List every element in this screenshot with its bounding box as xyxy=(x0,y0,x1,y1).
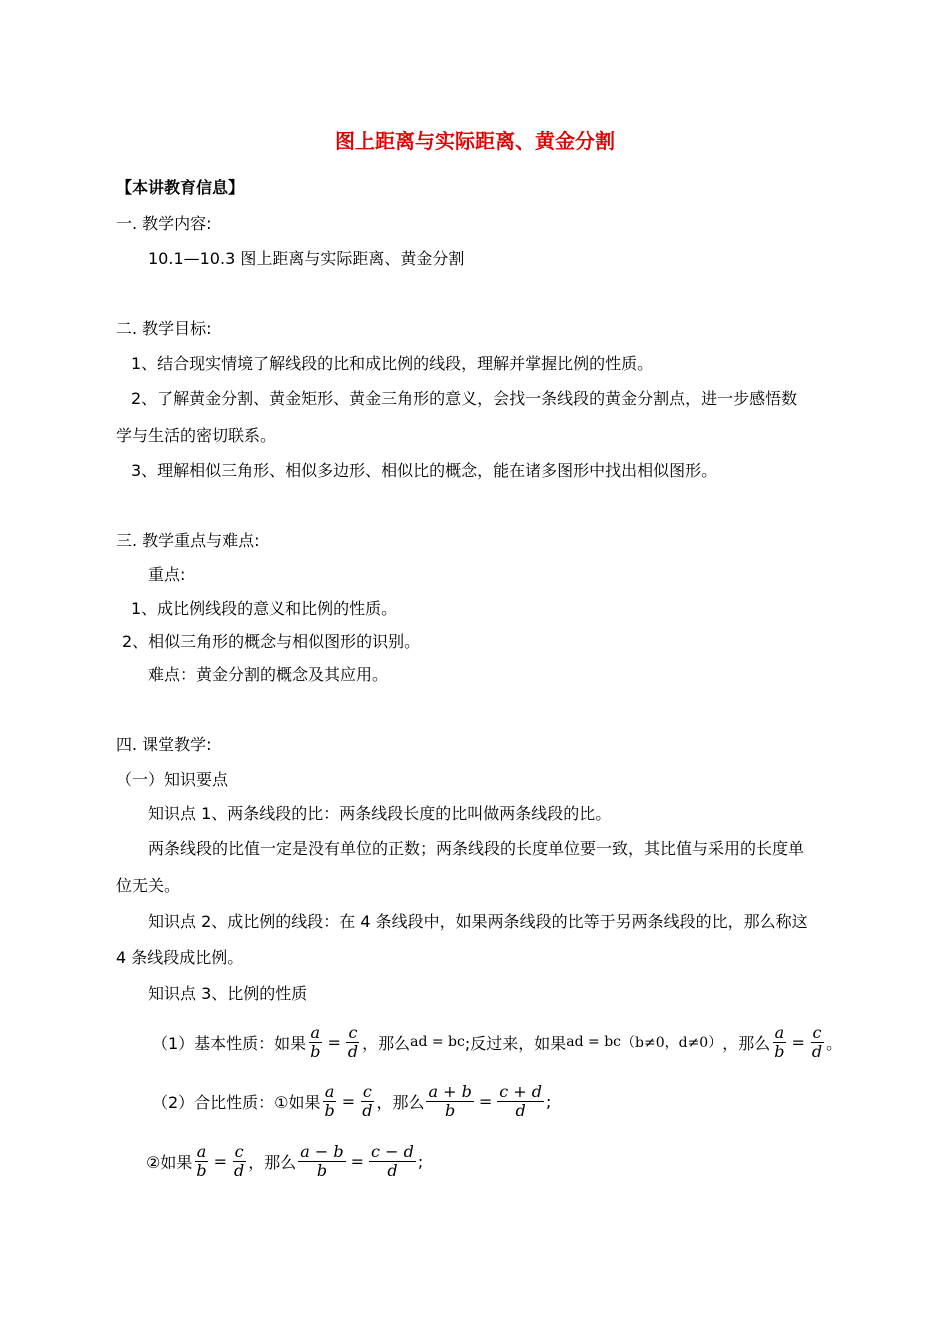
knowledge-point-2-line-2: 4 条线段成比例。 xyxy=(116,948,244,967)
key-points-label: 重点: xyxy=(148,565,186,584)
property-composition-1 xyxy=(152,1080,551,1122)
fraction-c-over-d xyxy=(232,1143,246,1180)
numerator: c + d xyxy=(499,1081,542,1101)
numerator: a + b xyxy=(428,1081,472,1101)
connector-text: ，那么 xyxy=(248,1152,297,1172)
connector-text: ，那么 xyxy=(722,1033,771,1053)
fraction-a-plus-b-over-b xyxy=(426,1083,473,1120)
denominator: d xyxy=(347,1041,359,1061)
equals-sign: = xyxy=(341,1091,356,1111)
condition-text: （b≠0，d≠0） xyxy=(621,1035,723,1051)
subsection-1: （一）知识要点 xyxy=(116,770,229,789)
numerator: c xyxy=(362,1081,372,1101)
section-2-heading: 二. 教学目标: xyxy=(116,319,212,338)
goal-2-line-1: 2、了解黄金分割、黄金矩形、黄金三角形的意义，会找一条线段的黄金分割点，进一步感悟数 xyxy=(131,389,798,408)
expression-ad-bc: ad = bc xyxy=(410,1034,465,1050)
goal-1: 1、结合现实情境了解线段的比和成比例的线段，理解并掌握比例的性质。 xyxy=(131,354,654,373)
numerator: a xyxy=(196,1141,207,1161)
end-punctuation: ; xyxy=(417,1151,424,1171)
expression-ad-bc: ad = bc xyxy=(566,1034,622,1050)
section-3-heading: 三. 教学重点与难点: xyxy=(116,531,260,550)
fraction-a-over-b xyxy=(323,1083,337,1120)
key-point-2: 2、相似三角形的概念与相似图形的识别。 xyxy=(122,632,421,651)
section-4-heading: 四. 课堂教学: xyxy=(116,735,212,754)
fraction-c-minus-d-over-d xyxy=(369,1143,416,1180)
equals-sign: = xyxy=(478,1091,493,1111)
page-title: 图上距离与实际距离、黄金分割 xyxy=(335,129,615,153)
difficulty: 难点：黄金分割的概念及其应用。 xyxy=(148,665,389,684)
fraction-c-plus-d-over-d xyxy=(497,1083,544,1120)
denominator: b xyxy=(196,1160,207,1180)
section-1-content: 10.1—10.3 图上距离与实际距离、黄金分割 xyxy=(148,249,465,268)
fraction-c-over-d xyxy=(346,1024,360,1061)
knowledge-point-3: 知识点 3、比例的性质 xyxy=(148,984,308,1003)
info-header: 【本讲教育信息】 xyxy=(116,178,245,197)
numerator: c xyxy=(812,1022,822,1042)
knowledge-point-1-note-line-1: 两条线段的比值一定是没有单位的正数；两条线段的长度单位要一致，其比值与采用的长度单 xyxy=(148,839,805,858)
connector-text: ;反过来，如果 xyxy=(464,1033,567,1053)
fraction-c-over-d xyxy=(360,1083,374,1120)
denominator: d xyxy=(362,1100,373,1120)
denominator: b xyxy=(316,1160,328,1180)
numerator: c xyxy=(348,1022,358,1042)
property-composition-2 xyxy=(146,1140,423,1182)
denominator: d xyxy=(811,1041,823,1061)
numerator: a xyxy=(774,1022,785,1042)
property-subtraction-label: ②如果 xyxy=(146,1152,193,1172)
numerator: c xyxy=(234,1141,244,1161)
connector-text: ，那么 xyxy=(362,1033,411,1053)
knowledge-point-1-note-line-2: 位无关。 xyxy=(116,876,181,895)
denominator: b xyxy=(445,1100,456,1120)
equals-sign: = xyxy=(791,1032,805,1052)
connector-text: ，那么 xyxy=(376,1092,425,1112)
property-basic xyxy=(152,1021,842,1063)
fraction-a-over-b xyxy=(772,1024,786,1061)
equals-sign: = xyxy=(350,1151,365,1171)
equals-sign: = xyxy=(327,1032,341,1052)
section-1-heading: 一. 教学内容: xyxy=(116,214,212,233)
fraction-a-over-b xyxy=(308,1024,322,1061)
denominator: b xyxy=(774,1041,785,1061)
fraction-a-over-b xyxy=(194,1143,208,1180)
denominator: d xyxy=(234,1160,245,1180)
equals-sign: = xyxy=(213,1151,228,1171)
property-basic-label: （1）基本性质：如果 xyxy=(152,1033,307,1053)
denominator: b xyxy=(310,1041,321,1061)
property-composition-label: （2）合比性质：①如果 xyxy=(152,1092,321,1112)
goal-2-line-2: 学与生活的密切联系。 xyxy=(116,426,277,445)
numerator: a xyxy=(310,1022,321,1042)
end-punctuation: 。 xyxy=(826,1033,843,1053)
denominator: d xyxy=(387,1160,398,1180)
fraction-c-over-d xyxy=(810,1024,824,1061)
numerator: c − d xyxy=(371,1141,414,1161)
end-punctuation: ; xyxy=(546,1091,552,1111)
knowledge-point-1: 知识点 1、两条线段的比：两条线段长度的比叫做两条线段的比。 xyxy=(148,804,612,823)
denominator: d xyxy=(515,1100,526,1120)
goal-3: 3、理解相似三角形、相似多边形、相似比的概念，能在诸多图形中找出相似图形。 xyxy=(131,461,718,480)
knowledge-point-2-line-1: 知识点 2、成比例的线段：在 4 条线段中，如果两条线段的比等于另两条线段的比，那么称这 xyxy=(148,912,808,931)
fraction-a-minus-b-over-b xyxy=(298,1143,345,1180)
numerator: a xyxy=(324,1081,335,1101)
denominator: b xyxy=(324,1100,335,1120)
numerator: a − b xyxy=(300,1141,344,1161)
key-point-1: 1、成比例线段的意义和比例的性质。 xyxy=(131,599,398,618)
